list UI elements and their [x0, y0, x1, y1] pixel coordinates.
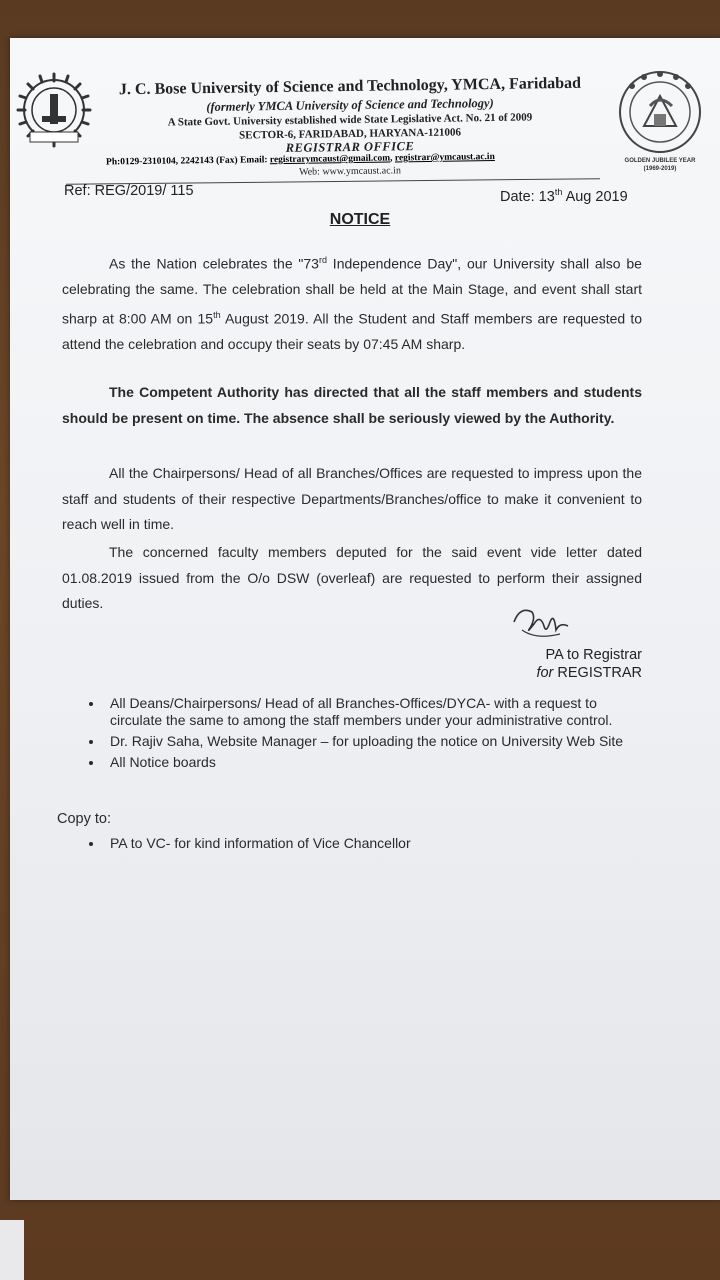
jubilee-years: (1969-2019) — [643, 166, 677, 172]
signatory-office: for REGISTRAR — [536, 665, 642, 681]
paragraph-2: The Competent Authority has directed that all the staff members and students should be present on time. The absence shall be seriously viewed by the Authority. — [62, 384, 642, 426]
jubilee-caption: GOLDEN JUBILEE YEAR — [624, 158, 696, 164]
email-link-1[interactable]: registrarymcaust@gmail.com — [269, 153, 391, 166]
paper-corner — [0, 1220, 24, 1280]
university-name: J. C. Bose University of Science and Technology, YMCA, Faridabad — [118, 74, 582, 99]
website-line: Web: www.ymcaust.ac.in — [298, 165, 401, 178]
phone-text: Ph:0129-2310104, 2242143 (Fax) Email: — [105, 155, 268, 168]
address-line: SECTOR-6, FARIDABAD, HARYANA-121006 — [238, 126, 462, 142]
reference-number: Ref: REG/2019/ 115 — [64, 183, 194, 199]
list-item: • PA to VC- for kind information of Vice Chancellor — [104, 835, 644, 852]
state-govt-line: A State Govt. University established wide State Legislative Act. No. 21 of 2009 — [167, 111, 533, 129]
former-name: (formerly YMCA University of Science and Technology) — [206, 95, 494, 115]
notice-title: NOTICE — [329, 211, 391, 228]
distribution-list — [82, 695, 644, 775]
golden-jubilee-logo-icon — [614, 66, 706, 158]
list-item: • Dr. Rajiv Saha, Website Manager – for uploading the notice on University Web Site — [104, 733, 644, 750]
paragraph-4: The concerned faculty members deputed for the said event vide letter dated 01.08.2019 issued from the O/o DSW (overleaf) are requested to perform their assigned duties. — [62, 544, 642, 612]
paragraph-1: As the Nation celebrates the "73rd Independence Day", our University shall also be celebrating the same. The celebration shall be held at the Main Stage, and event shall start sharp at 8:00 AM on 15th August 2019. All the Student and Staff members are requested to attend the celebration and occupy their seats by 07:45 AM sharp. — [62, 255, 642, 353]
signatory-title: PA to Registrar — [545, 647, 642, 663]
email-link-2[interactable]: registrar@ymcaust.ac.in — [394, 152, 495, 164]
university-logo-icon — [16, 72, 92, 148]
signature-icon — [506, 600, 578, 644]
contact-line: Ph:0129-2310104, 2242143 (Fax) Email: registrarymcaust@gmail.com, registrar@ymcaust.ac.in — [105, 152, 495, 168]
registrar-office-title: REGISTRAR OFFICE — [285, 139, 415, 155]
notice-date: Date: 13th Aug 2019 — [500, 187, 628, 205]
list-item: • All Deans/Chairpersons/ Head of all Branches-Offices/DYCA- with a request to circulate the same to among the staff members under your administrative control. — [104, 695, 644, 729]
paragraph-3: All the Chairpersons/ Head of all Branches/Offices are requested to impress upon the staff and students of their respective Departments/Branches/office to make it convenient to reach well in time. — [62, 465, 642, 533]
copy-to-list — [82, 835, 644, 856]
copy-to-label: Copy to: — [57, 811, 111, 827]
list-item: • All Notice boards — [104, 754, 644, 771]
